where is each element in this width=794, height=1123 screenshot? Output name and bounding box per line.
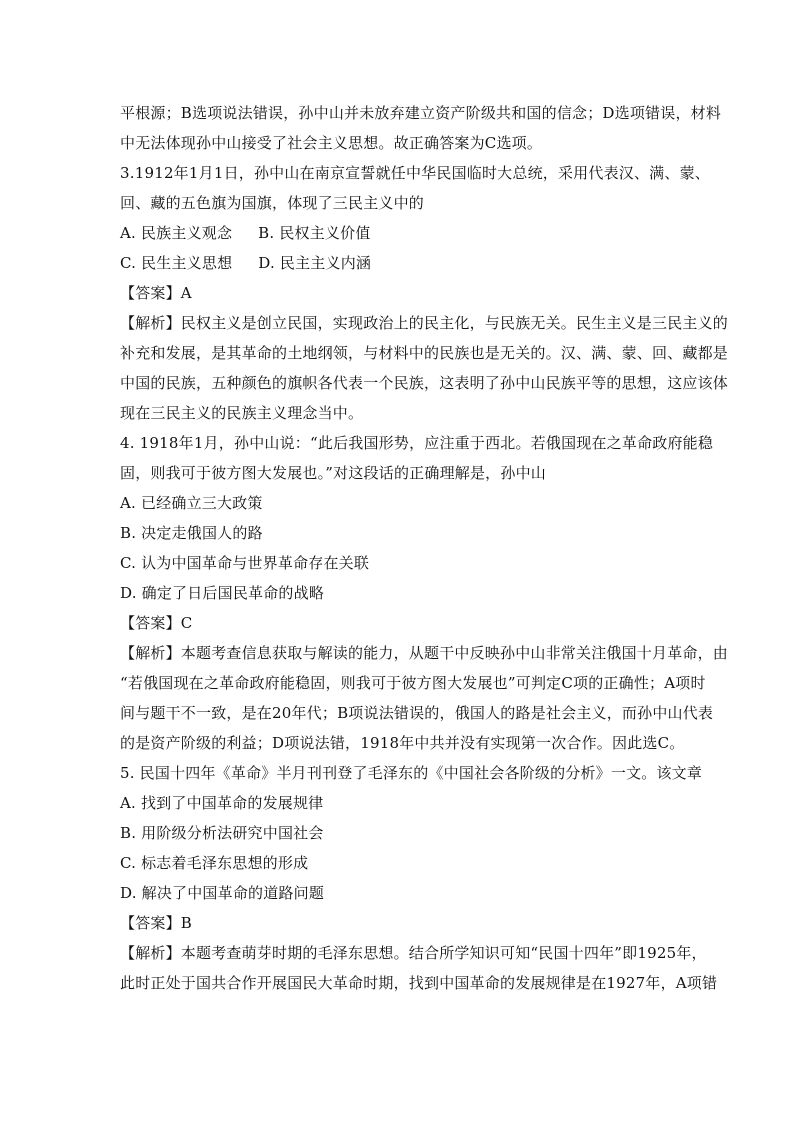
question-stem: 固，则我可于彼方图大发展也。”对这段话的正确理解是，孙中山 bbox=[120, 464, 546, 482]
question-5 bbox=[120, 758, 718, 998]
option-a: A. 已经确立三大政策 bbox=[120, 494, 263, 512]
analysis-line: 中国的民族，五种颜色的旗帜各代表一个民族，这表明了孙中山民族平等的思想，这应该体 bbox=[120, 374, 729, 392]
analysis-line: 此时正处于国共合作开展国民大革命时期，找到中国革命的发展规律是在1927年，A项错 bbox=[120, 974, 718, 992]
options-row bbox=[120, 248, 676, 278]
analysis-line: 现在三民主义的民族主义理念当中。 bbox=[120, 404, 364, 422]
question-stem: 5. 民国十四年《革命》半月刊刊登了毛泽东的《中国社会各阶级的分析》一文。该文章 bbox=[120, 764, 703, 782]
question-4 bbox=[120, 428, 729, 758]
option-b: B. 决定走俄国人的路 bbox=[120, 524, 263, 542]
option-d: D. 民主主义内涵 bbox=[258, 254, 372, 272]
analysis-line: 补充和发展，是其革命的土地纲领，与材料中的民族也是无关的。汉、满、蒙、回、藏都是 bbox=[120, 344, 729, 362]
answer-label: 【答案】A bbox=[120, 284, 192, 302]
text-line: 中无法体现孙中山接受了社会主义思想。故正确答案为C选项。 bbox=[120, 134, 543, 152]
question-stem: 回、藏的五色旗为国旗，体现了三民主义中的 bbox=[120, 194, 425, 212]
option-c: C. 标志着毛泽东思想的形成 bbox=[120, 854, 309, 872]
question-3 bbox=[120, 158, 729, 428]
analysis-line: 【解析】本题考查萌芽时期的毛泽东思想。结合所学知识可知“民国十四年”即1925年， bbox=[120, 944, 707, 962]
question-stem: 4. 1918年1月，孙中山说：“此后我国形势，应注重于西北。若俄国现在之革命政府能稳 bbox=[120, 434, 714, 452]
question-stem: 3.1912年1月1日，孙中山在南京宣誓就任中华民国临时大总统，采用代表汉、满、蒙、 bbox=[120, 164, 710, 182]
option-a: A. 民族主义观念 bbox=[120, 224, 233, 242]
option-b: B. 民权主义价值 bbox=[258, 224, 371, 242]
option-d: D. 解决了中国革命的道路问题 bbox=[120, 884, 325, 902]
text-line: 平根源；B选项说法错误，孙中山并未放弃建立资产阶级共和国的信念；D选项错误，材料 bbox=[120, 104, 722, 122]
answer-label: 【答案】C bbox=[120, 614, 193, 632]
option-c: C. 民生主义思想 bbox=[120, 254, 233, 272]
answer-label: 【答案】B bbox=[120, 914, 193, 932]
analysis-line: 【解析】民权主义是创立民国，实现政治上的民主化，与民族无关。民生主义是三民主义的 bbox=[120, 314, 729, 332]
option-d: D. 确定了日后国民革命的战略 bbox=[120, 584, 325, 602]
analysis-line: 间与题干不一致，是在20年代；B项说法错误的，俄国人的路是社会主义，而孙中山代表 bbox=[120, 704, 714, 722]
analysis-line: 的是资产阶级的利益；D项说法错，1918年中共并没有实现第一次合作。因此选C。 bbox=[120, 734, 685, 752]
option-c: C. 认为中国革命与世界革命存在关联 bbox=[120, 554, 370, 572]
options-row bbox=[120, 218, 676, 248]
previous-analysis bbox=[120, 98, 722, 158]
analysis-line: 【解析】本题考查信息获取与解读的能力，从题干中反映孙中山非常关注俄国十月革命，由 bbox=[120, 644, 729, 662]
option-a: A. 找到了中国革命的发展规律 bbox=[120, 794, 324, 812]
option-b: B. 用阶级分析法研究中国社会 bbox=[120, 824, 324, 842]
document-page bbox=[120, 98, 729, 998]
analysis-line: “若俄国现在之革命政府能稳固，则我可于彼方图大发展也”可判定C项的正确性；A项时 bbox=[120, 674, 706, 692]
